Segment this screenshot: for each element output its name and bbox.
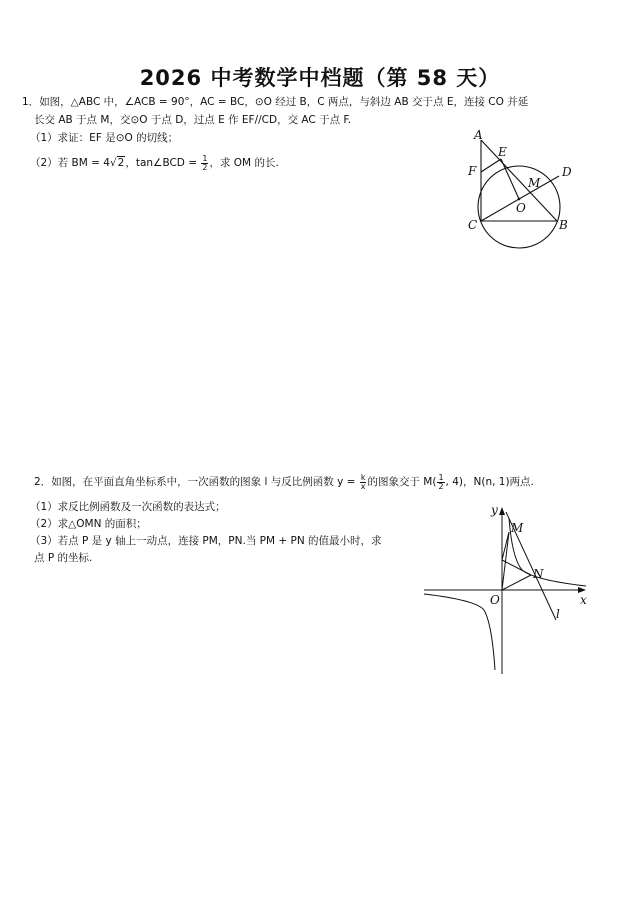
sqrt-expression: √2	[109, 157, 125, 169]
fraction-numerator: 1	[202, 153, 208, 163]
label-o: O	[516, 201, 526, 215]
label-m2: M	[511, 521, 524, 535]
problem-1-part-1: （1）求证：EF 是⊙O 的切线；	[30, 132, 179, 144]
problem-2-text-prefix: 如图，在平面直角坐标系中，一次函数的图象 l 与反比例函数 y =	[51, 476, 359, 488]
fraction-m-numerator: 1	[438, 472, 444, 482]
segment-on	[502, 575, 531, 590]
problem-2-number: 2．	[34, 476, 52, 488]
label-l: l	[556, 607, 560, 621]
segment-ef	[481, 159, 501, 172]
label-c: C	[468, 218, 478, 232]
segment-pn	[502, 560, 531, 575]
label-x: x	[580, 593, 587, 607]
fraction-tan	[201, 155, 208, 172]
segment-pm	[502, 532, 509, 560]
fraction-denominator: 2	[202, 162, 208, 172]
problem-2-text-suffix: , 4)，N(n, 1)两点.	[445, 476, 534, 488]
problem-2-part-1: （1）求反比例函数及一次函数的表达式；	[30, 501, 226, 513]
problem-1-statement-line-1	[22, 92, 528, 112]
problem-1-text-line-1: 如图，△ABC 中，∠ACB = 90°，AC = BC，⊙O 经过 B，C 两点，与斜边 AB 交于点 E，连接 CO 并延	[39, 96, 529, 108]
label-y: y	[491, 503, 498, 517]
geometry-figure-1	[460, 126, 610, 276]
segment-eo	[501, 159, 519, 199]
y-axis-arrow	[499, 507, 505, 515]
part-2-mid: ，tan∠BCD =	[125, 157, 201, 169]
problem-2-part-2: （2）求△OMN 的面积；	[30, 518, 147, 530]
problem-1-number: 1．	[22, 96, 40, 108]
point-o	[518, 198, 521, 201]
problem-1-statement-line-2: 长交 AB 于点 M，交⊙O 于点 D，过点 E 作 EF//CD，交 AC 于点 F.	[34, 114, 352, 126]
label-b: B	[559, 218, 568, 232]
label-e: E	[498, 145, 507, 159]
problem-2-part-3-line-2: 点 P 的坐标.	[34, 552, 93, 564]
problem-2-part-3-line-1: （3）若点 P 是 y 轴上一动点，连接 PM，PN.当 PM + PN 的值最小时，求	[30, 535, 382, 547]
fraction-x: x	[360, 481, 366, 491]
coordinate-figure-2	[418, 498, 598, 678]
label-n: N	[533, 567, 544, 581]
fraction-m-x	[437, 474, 444, 491]
fraction-k: k	[360, 472, 366, 482]
label-f: F	[468, 164, 477, 178]
part-2-prefix: （2）若 BM = 4	[30, 157, 110, 169]
hyperbola-branch-3	[424, 594, 495, 670]
fraction-k-over-x	[360, 474, 367, 491]
label-d: D	[562, 165, 572, 179]
problem-2-statement	[34, 472, 534, 492]
sqrt-radicand: 2	[117, 157, 125, 169]
part-2-suffix: ，求 OM 的长.	[209, 157, 279, 169]
label-o2: O	[490, 593, 500, 607]
label-m: M	[528, 176, 541, 190]
problem-2-text-mid: 的图象交于 M(	[367, 476, 437, 488]
problem-1-part-2	[30, 153, 279, 173]
fraction-m-denominator: 2	[438, 481, 444, 491]
label-a: A	[474, 128, 483, 142]
page-title: 2026 中考数学中档题（第 58 天）	[139, 66, 501, 90]
